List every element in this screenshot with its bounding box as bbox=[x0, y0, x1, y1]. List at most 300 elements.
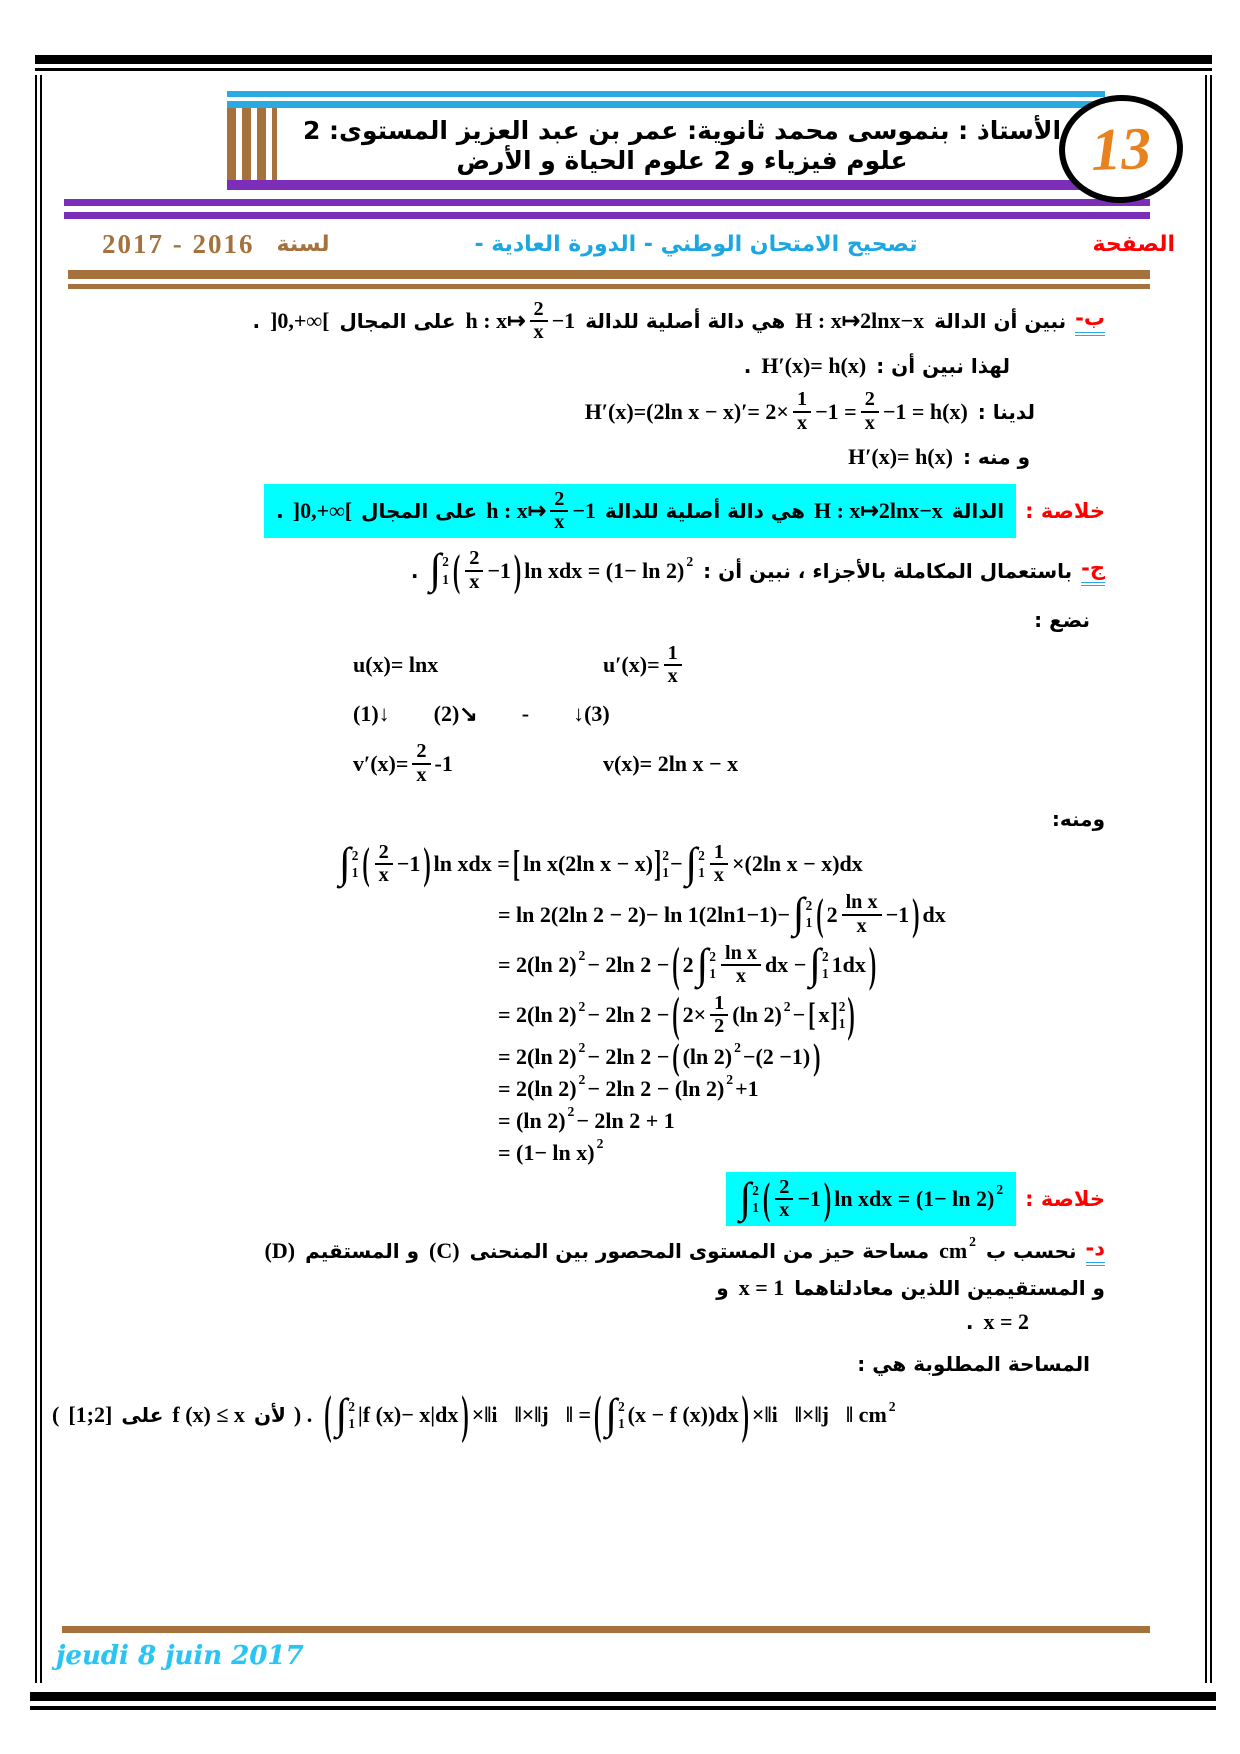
math-token: = ln 2(2ln 2 − 2)− ln 1(2ln1−1)− bbox=[498, 901, 790, 927]
math-token: ln xdx = (1− ln 2) bbox=[834, 1185, 995, 1211]
math-token: 1dx bbox=[831, 951, 866, 977]
arrow-2 bbox=[433, 701, 479, 727]
math-token: [ bbox=[512, 841, 521, 885]
math-token: 1 bbox=[351, 865, 359, 881]
math-token bbox=[708, 950, 716, 980]
interval bbox=[292, 498, 353, 524]
denominator: x bbox=[796, 411, 808, 434]
math-token: = (1− ln x) bbox=[498, 1139, 595, 1165]
integral-sign: ∫ bbox=[739, 1174, 752, 1222]
numerator: 1 bbox=[710, 842, 728, 865]
text-segment: و bbox=[716, 1276, 729, 1301]
highlighted-conclusion bbox=[264, 484, 1016, 538]
math-token bbox=[412, 741, 430, 785]
math-token bbox=[685, 839, 705, 887]
brown-stripes-decoration bbox=[227, 108, 277, 180]
math-token bbox=[710, 842, 728, 886]
numerator: ln x bbox=[721, 943, 761, 966]
math-token: 2× bbox=[682, 1002, 707, 1028]
conclusion-1-line bbox=[82, 484, 1105, 538]
period: . bbox=[252, 309, 261, 334]
math-token: = 2(ln 2) bbox=[498, 1002, 577, 1028]
brown-rule-thin bbox=[68, 284, 1150, 289]
math-token: ] bbox=[830, 995, 838, 1034]
math-token: 1 bbox=[618, 1416, 625, 1432]
math-token: ( bbox=[594, 1384, 602, 1445]
math-token bbox=[441, 555, 449, 585]
top-border-thin bbox=[35, 68, 1212, 71]
math-token bbox=[429, 546, 449, 594]
math-token bbox=[664, 643, 682, 687]
math-token: x = 1 bbox=[738, 1275, 785, 1301]
math-token: v(x)= 2ln x − x bbox=[603, 750, 739, 776]
final-area-formula-line bbox=[52, 1384, 1105, 1445]
text-segment: نضع : bbox=[1034, 607, 1090, 632]
math-token bbox=[739, 1174, 759, 1222]
question-d-line bbox=[82, 1236, 1105, 1301]
math-token bbox=[721, 943, 761, 987]
statement-line bbox=[82, 347, 1010, 385]
conclusion-marker: خلاصة : bbox=[1025, 1186, 1105, 1211]
math-token bbox=[351, 849, 359, 879]
math-token bbox=[605, 1391, 625, 1439]
purple-rule bbox=[227, 180, 1105, 190]
math-token: 2 bbox=[783, 998, 791, 1014]
math-token: ) bbox=[461, 1384, 469, 1445]
math-token: ln xdx = (1− ln 2) bbox=[524, 557, 685, 583]
math-token: 1 bbox=[752, 1199, 759, 1215]
formula-h-definition bbox=[465, 299, 577, 343]
question-d-marker: د- bbox=[1086, 1236, 1106, 1266]
math-token: H′(x)= h(x) bbox=[761, 353, 867, 379]
numerator: 1 bbox=[793, 389, 811, 412]
math-token: 2 bbox=[686, 553, 694, 569]
text-segment: ومنه: bbox=[1051, 806, 1105, 831]
math-token: 2 bbox=[996, 1182, 1004, 1198]
math-token: ( bbox=[452, 544, 461, 595]
math-token: 1 bbox=[442, 571, 449, 587]
math-token: −1 bbox=[396, 851, 421, 877]
math-token: ×‖i⃗‖×‖j⃗‖ = bbox=[471, 1402, 591, 1428]
integral-sign: ∫ bbox=[429, 546, 442, 594]
math-token: 1 bbox=[709, 965, 716, 981]
math-token: 2 bbox=[578, 998, 586, 1014]
page-label: الصفحة bbox=[1092, 232, 1175, 257]
math-token bbox=[838, 1000, 846, 1030]
math-token: ) bbox=[912, 888, 920, 939]
derivation-line bbox=[82, 389, 1035, 433]
math-token bbox=[861, 389, 879, 433]
footer-date: jeudi 8 juin 2017 bbox=[56, 1641, 304, 1671]
math-token: h : x↦ bbox=[465, 308, 526, 334]
math-token: 2 bbox=[726, 1071, 734, 1087]
text-segment: باستعمال المكاملة بالأجزاء ، نبين أن : bbox=[703, 558, 1073, 583]
math-token: ]0,+∞[ bbox=[270, 308, 330, 334]
denominator: 2 bbox=[714, 1015, 725, 1038]
denominator: x bbox=[533, 321, 544, 344]
math-token: ) bbox=[868, 936, 877, 992]
math-token: − 2ln 2 − bbox=[587, 1043, 670, 1069]
math-token bbox=[697, 849, 705, 879]
math-token: − bbox=[792, 1002, 806, 1028]
math-token: ln xdx = bbox=[433, 851, 510, 877]
school-year: 2017 - 2016 bbox=[102, 229, 255, 259]
u-prime-function bbox=[602, 643, 685, 687]
math-token: 1 bbox=[838, 1016, 846, 1032]
table-row-v bbox=[352, 741, 739, 785]
math-token: 2 bbox=[826, 901, 838, 927]
text-segment: لهذا نبين أن : bbox=[876, 354, 1010, 379]
math-token: 2 bbox=[698, 847, 705, 863]
math-token: u′(x)= bbox=[603, 652, 660, 678]
v-function bbox=[602, 751, 739, 777]
math-token: x bbox=[818, 1002, 830, 1028]
header-band bbox=[227, 91, 1105, 190]
denominator: x bbox=[378, 864, 389, 887]
math-token: 1 bbox=[822, 965, 829, 981]
math-token: ×‖i⃗‖×‖j⃗‖ cm bbox=[751, 1402, 887, 1428]
math-token: 1 bbox=[348, 1416, 355, 1432]
u-function bbox=[352, 652, 542, 678]
year-label: لسنة bbox=[276, 232, 330, 257]
formula-h-definition bbox=[485, 489, 597, 533]
math-token: H′(x)= h(x) bbox=[848, 443, 953, 469]
subtitle-row bbox=[102, 229, 1175, 260]
math-token: ×(2ln x − x)dx bbox=[731, 851, 863, 877]
formula bbox=[337, 838, 864, 889]
math-token: 2 bbox=[682, 951, 694, 977]
teacher-school-line: الأستاذ : بنموسى محمد ثانوية: عمر بن عبد العزيز المستوى: 2 علوم فيزياء و 2 علوم الحياة و الأرض bbox=[302, 116, 1062, 175]
integral-statement bbox=[428, 544, 695, 595]
denominator: x bbox=[864, 411, 875, 434]
arrow-1 bbox=[352, 701, 391, 727]
math-token bbox=[465, 548, 483, 592]
formula-H-definition bbox=[813, 498, 944, 524]
numerator: 2 bbox=[861, 389, 879, 412]
numerator: 2 bbox=[550, 489, 568, 512]
area-formula bbox=[322, 1384, 896, 1445]
text-segment: مساحة حيز من المستوى المحصور بين المنحنى bbox=[469, 1239, 930, 1264]
integral-result bbox=[738, 1172, 1005, 1223]
equation-step-3 bbox=[497, 936, 878, 992]
math-token: -1 bbox=[434, 750, 453, 776]
unit-cm2 bbox=[938, 1234, 977, 1264]
math-token: H : x↦2lnx−x bbox=[813, 498, 943, 524]
text-segment: نبين أن الدالة bbox=[934, 309, 1067, 334]
area-label-line bbox=[82, 1345, 1090, 1383]
math-token: u(x)= lnx bbox=[353, 652, 439, 678]
math-token bbox=[339, 839, 359, 887]
interval bbox=[269, 308, 330, 334]
close-paren: ) . bbox=[293, 1402, 313, 1428]
denominator: x bbox=[735, 964, 747, 987]
math-token: ) bbox=[813, 1034, 821, 1078]
text-segment: هي دالة أصلية للدالة bbox=[604, 499, 805, 524]
question-b-marker: ب- bbox=[1075, 306, 1105, 336]
line-D bbox=[264, 1238, 297, 1264]
math-token: 2 bbox=[596, 1135, 604, 1151]
math-token: −1 bbox=[885, 901, 910, 927]
math-token: −1 bbox=[551, 308, 576, 334]
math-token: (ln 2) bbox=[682, 1043, 733, 1069]
equation-step-7 bbox=[497, 1103, 676, 1134]
math-token: ) bbox=[513, 544, 522, 595]
math-token: x = 2 bbox=[983, 1309, 1029, 1335]
math-token: −1 = bbox=[815, 398, 857, 424]
numerator: 2 bbox=[465, 548, 483, 571]
math-token: − 2ln 2 − bbox=[587, 1002, 670, 1028]
math-token: ) bbox=[823, 1172, 832, 1223]
math-token: 2 bbox=[351, 847, 359, 863]
integral-sign: ∫ bbox=[685, 839, 698, 887]
math-token bbox=[654, 841, 669, 885]
arrow-3 bbox=[572, 701, 611, 727]
v-prime-function bbox=[352, 741, 542, 785]
formula bbox=[497, 1071, 760, 1102]
cyan-rule bbox=[227, 91, 1105, 97]
math-token: = 2(ln 2) bbox=[498, 1075, 577, 1101]
math-token bbox=[830, 995, 846, 1034]
text-segment: على المجال bbox=[339, 309, 456, 334]
integral-sign: ∫ bbox=[809, 940, 822, 988]
math-token: − 2ln 2 − bbox=[587, 951, 670, 977]
math-token bbox=[617, 1400, 625, 1430]
equation-step-4 bbox=[497, 986, 857, 1042]
math-token: = 2(ln 2) bbox=[498, 951, 577, 977]
math-token: − bbox=[669, 851, 683, 877]
question-c-marker: ج- bbox=[1081, 556, 1105, 586]
math-token: ) bbox=[847, 986, 855, 1042]
math-token: 2 bbox=[888, 1398, 896, 1414]
math-token: [1;2] bbox=[68, 1402, 113, 1428]
text-segment: لأن bbox=[253, 1403, 286, 1428]
math-token: −1 bbox=[797, 1185, 821, 1211]
math-token: 2 bbox=[822, 948, 829, 964]
conclusion-marker: خلاصة : bbox=[1025, 499, 1105, 524]
equation-x1 bbox=[738, 1275, 786, 1301]
formula bbox=[497, 986, 857, 1042]
text-segment: على bbox=[121, 1403, 164, 1428]
math-token: 2 bbox=[709, 948, 716, 964]
math-token: − 2ln 2 + 1 bbox=[576, 1107, 675, 1133]
numerator: 1 bbox=[710, 993, 728, 1016]
math-token: (D) bbox=[264, 1238, 296, 1264]
question-c-line bbox=[82, 544, 1105, 595]
highlighted-conclusion bbox=[726, 1172, 1017, 1226]
math-token: [ bbox=[808, 995, 816, 1034]
integral-sign: ∫ bbox=[696, 940, 709, 988]
numerator: 2 bbox=[775, 1177, 793, 1200]
text-segment: نحسب ب bbox=[985, 1239, 1077, 1264]
math-token: H′(x)=(2ln x − x)′= 2× bbox=[584, 398, 789, 424]
denominator: x bbox=[713, 864, 724, 887]
math-token: (1)↓ bbox=[353, 701, 390, 727]
math-token bbox=[550, 489, 568, 533]
denominator: x bbox=[469, 570, 480, 593]
equation-x2 bbox=[982, 1309, 1030, 1335]
numerator: 1 bbox=[664, 643, 682, 666]
math-token: ( bbox=[672, 936, 680, 992]
math-token: 1 bbox=[805, 915, 813, 931]
math-token: (C) bbox=[429, 1238, 460, 1264]
solution-content bbox=[52, 298, 1105, 1626]
text-segment: المساحة المطلوبة هي : bbox=[857, 1352, 1090, 1377]
math-token: ( bbox=[672, 1034, 680, 1078]
numerator: 2 bbox=[375, 842, 393, 865]
interval-1-2 bbox=[67, 1402, 113, 1428]
math-token: 2 bbox=[578, 1039, 586, 1055]
math-token bbox=[809, 940, 829, 988]
math-token bbox=[842, 892, 882, 936]
bottom-border-thin bbox=[30, 1706, 1216, 1710]
conclusion-2-line bbox=[82, 1172, 1105, 1226]
open-paren: ( bbox=[52, 1402, 60, 1428]
formula-H-prime bbox=[760, 353, 867, 379]
math-token: +1 bbox=[735, 1075, 759, 1101]
text-segment: و المستقيم bbox=[305, 1239, 420, 1264]
math-token: −1 bbox=[572, 498, 596, 524]
math-token: ]0,+∞[ bbox=[292, 498, 353, 524]
math-token bbox=[775, 1177, 793, 1221]
integral-sign: ∫ bbox=[605, 1391, 618, 1439]
math-token: −1 bbox=[487, 557, 511, 583]
equation-step-2 bbox=[497, 888, 947, 939]
header bbox=[42, 75, 1205, 289]
denominator: x bbox=[416, 763, 427, 786]
equation-step-6 bbox=[497, 1071, 760, 1102]
page-number: 13 bbox=[1089, 114, 1153, 183]
math-token: v′(x)= bbox=[353, 750, 409, 776]
equation-x2-line bbox=[82, 1303, 1030, 1341]
inequality bbox=[171, 1402, 246, 1428]
math-token bbox=[751, 1184, 759, 1214]
math-token: 2 bbox=[838, 999, 846, 1015]
math-token bbox=[347, 1400, 355, 1430]
math-token: 2 bbox=[969, 1234, 976, 1250]
math-token: ( bbox=[816, 888, 824, 939]
math-token: 2 bbox=[578, 948, 586, 964]
math-token: - bbox=[521, 701, 530, 727]
math-token: 2 bbox=[662, 847, 669, 863]
math-token bbox=[375, 842, 393, 886]
header-title-row bbox=[227, 108, 1105, 180]
math-token: 1 bbox=[662, 865, 669, 881]
math-token bbox=[335, 1391, 355, 1439]
math-token: − 2ln 2 − (ln 2) bbox=[587, 1075, 725, 1101]
numerator: ln x bbox=[842, 892, 882, 915]
text-segment: و منه : bbox=[962, 444, 1030, 469]
integral-sign: ∫ bbox=[339, 839, 351, 887]
math-token: = 2(ln 2) bbox=[498, 1043, 577, 1069]
top-border-thick bbox=[35, 55, 1212, 64]
period: . bbox=[743, 354, 752, 379]
math-token: (x − f (x))dx bbox=[627, 1402, 739, 1428]
math-token: ] bbox=[654, 841, 662, 885]
math-token: dx bbox=[922, 901, 946, 927]
formula-H-prime bbox=[847, 444, 954, 470]
text-segment: الدالة bbox=[951, 499, 1005, 524]
purple-rule bbox=[64, 212, 1150, 219]
math-token bbox=[793, 389, 811, 433]
equation-step-8 bbox=[497, 1135, 604, 1166]
math-token: (2)↘ bbox=[433, 701, 478, 727]
math-token: 2 bbox=[618, 1399, 625, 1415]
put-line bbox=[82, 601, 1090, 639]
formula bbox=[497, 1135, 604, 1166]
math-token: 2 bbox=[567, 1103, 575, 1119]
brown-rule-thick bbox=[68, 270, 1150, 279]
math-token: ) bbox=[423, 838, 431, 889]
math-token: ↓(3) bbox=[573, 701, 610, 727]
math-token: dx − bbox=[765, 951, 807, 977]
math-token: 2 bbox=[578, 1071, 586, 1087]
math-token: H : x↦2lnx−x bbox=[795, 308, 925, 334]
justification-group bbox=[52, 1402, 312, 1428]
math-token: 2 bbox=[734, 1039, 741, 1055]
period: . bbox=[410, 558, 419, 583]
purple-rule bbox=[64, 199, 1150, 206]
denominator: x bbox=[554, 511, 565, 534]
math-token: 2 bbox=[442, 554, 449, 570]
formula-derivative bbox=[584, 389, 969, 433]
table-row-arrows bbox=[352, 701, 739, 727]
math-token bbox=[805, 899, 813, 929]
period: . bbox=[276, 499, 284, 524]
denominator: x bbox=[856, 914, 867, 937]
math-token: cm bbox=[939, 1238, 968, 1264]
text-segment: لدينا : bbox=[977, 399, 1035, 424]
math-token: f (x) ≤ x bbox=[172, 1402, 245, 1428]
table-row-u bbox=[352, 643, 739, 687]
math-token: −(2 −1) bbox=[742, 1043, 811, 1069]
document-title: تصحيح الامتحان الوطني - الدورة العادية - bbox=[474, 232, 918, 257]
hence-label-line bbox=[82, 800, 1105, 838]
formula bbox=[497, 936, 878, 992]
math-token bbox=[696, 940, 716, 988]
cyan-rule bbox=[227, 101, 1105, 108]
numerator: 2 bbox=[530, 299, 548, 322]
formula bbox=[497, 1103, 676, 1134]
minus-sign bbox=[521, 701, 530, 727]
bottom-border-thick bbox=[30, 1692, 1216, 1701]
math-token bbox=[661, 849, 669, 879]
text-segment: و المستقيمين اللذين معادلتاهما bbox=[794, 1276, 1105, 1301]
math-token: ln x(2ln x − x) bbox=[523, 851, 654, 877]
math-token: 2 bbox=[348, 1399, 355, 1415]
integration-by-parts-table bbox=[352, 643, 739, 786]
page-frame bbox=[35, 75, 1212, 1683]
math-token bbox=[821, 950, 829, 980]
math-token: −1 = h(x) bbox=[882, 398, 968, 424]
hence-line bbox=[82, 438, 1030, 476]
integral-sign: ∫ bbox=[335, 1391, 348, 1439]
equation-step-5 bbox=[497, 1034, 822, 1078]
math-token: ( bbox=[672, 986, 680, 1042]
math-token: (ln 2) bbox=[732, 1002, 782, 1028]
formula bbox=[497, 888, 947, 939]
math-token bbox=[710, 993, 728, 1037]
footer-brown-rule bbox=[62, 1626, 1150, 1633]
integral-sign: ∫ bbox=[792, 890, 805, 938]
math-token: ( bbox=[762, 1172, 771, 1223]
period: . bbox=[965, 1310, 974, 1335]
math-token: 1 bbox=[698, 865, 705, 881]
question-b-line bbox=[82, 299, 1105, 343]
math-token: ( bbox=[324, 1384, 332, 1445]
denominator: x bbox=[667, 665, 678, 688]
math-token: 2 bbox=[752, 1182, 759, 1198]
denominator: x bbox=[779, 1198, 790, 1221]
